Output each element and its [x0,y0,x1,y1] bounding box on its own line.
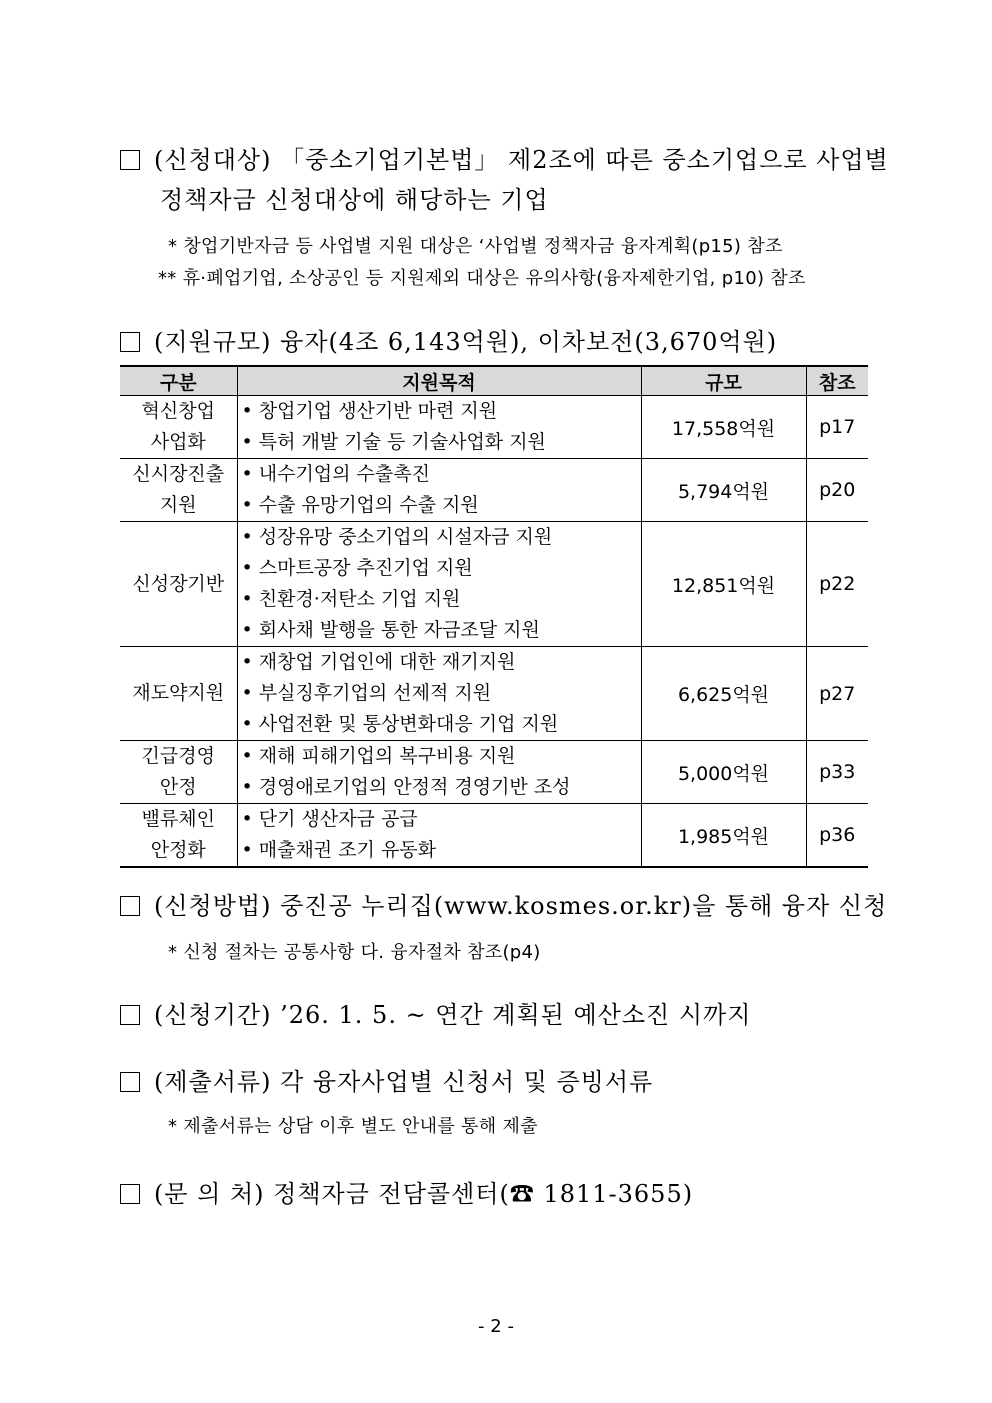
table-header-row [120,366,868,396]
page-number: - 2 - [478,1316,514,1337]
table-row [120,396,868,459]
table-row [120,804,868,868]
row-ref: p22 [806,522,868,647]
eligibility-note2: ** 휴·폐업기업, 소상공인 등 지원제외 대상은 유의사항(융자제한기업, p10) 참조 [158,268,806,289]
table-row [120,522,868,647]
purpose-item: • 스마트공장 추진기업 지원 [242,553,641,584]
row-purposes [237,396,641,459]
row-ref: p20 [806,459,868,522]
row-amount: 5,000억원 [641,741,806,804]
eligibility-note1: * 창업기반자금 등 사업별 지원 대상은 ‘사업별 정책자금 융자계획(p15) 참조 [168,236,783,257]
header-ref: 참조 [806,366,868,396]
purpose-item: • 특허 개발 기술 등 기술사업화 지원 [242,427,641,458]
row-category [120,396,237,459]
documents-text: (제출서류) 각 융자사업별 신청서 및 증빙서류 [154,1068,654,1096]
row-amount: 12,851억원 [641,522,806,647]
table-row [120,741,868,804]
category-text: 긴급경영 [141,745,215,767]
purpose-item: • 내수기업의 수출촉진 [242,459,641,490]
checkbox-icon [120,896,140,916]
row-purposes [237,522,641,647]
category-text: 지원 [159,494,197,516]
eligibility-line1: (신청대상) 「중소기업기본법」 제2조에 따른 중소기업으로 사업별 [154,146,889,174]
support-table [120,365,868,868]
eligibility-item [120,140,889,175]
contact-number: 1811-3655) [534,1180,694,1208]
row-ref: p17 [806,396,868,459]
row-amount: 17,558억원 [641,396,806,459]
category-text: 안정 [159,776,197,798]
category-text: 안정화 [150,839,206,861]
purpose-item: • 경영애로기업의 안정적 경영기반 조성 [242,772,641,803]
purpose-item: • 단기 생산자금 공급 [242,804,641,835]
method-item [120,886,887,921]
category-text: 사업화 [150,431,206,453]
checkbox-icon [120,1005,140,1025]
checkbox-icon [120,332,140,352]
checkbox-icon [120,1184,140,1204]
category-text: 신시장진출 [132,463,225,485]
row-purposes [237,741,641,804]
header-amount: 규모 [641,366,806,396]
row-purposes [237,804,641,868]
method-text: (신청방법) 중진공 누리집(www.kosmes.or.kr)을 통해 융자 신청 [154,892,888,920]
row-ref: p36 [806,804,868,868]
row-ref: p27 [806,647,868,741]
row-purposes [237,647,641,741]
row-purposes [237,459,641,522]
purpose-item: • 성장유망 중소기업의 시설자금 지원 [242,522,641,553]
table-row [120,459,868,522]
purpose-item: • 수출 유망기업의 수출 지원 [242,490,641,521]
documents-note: * 제출서류는 상담 이후 별도 안내를 통해 제출 [168,1116,538,1137]
category-text: 신성장기반 [132,572,225,595]
row-category [120,647,237,741]
method-note: * 신청 절차는 공통사항 다. 융자절차 참조(p4) [168,942,541,963]
eligibility-line2: 정책자금 신청대상에 해당하는 기업 [160,186,549,214]
documents-item [120,1062,653,1097]
period-item [120,995,751,1030]
purpose-item: • 부실징후기업의 선제적 지원 [242,678,641,709]
period-text: (신청기간) ’26. 1. 5. ~ 연간 계획된 예산소진 시까지 [154,1001,752,1029]
row-amount: 5,794억원 [641,459,806,522]
row-category [120,804,237,868]
header-category: 구분 [120,366,237,396]
row-category [120,522,237,647]
purpose-item: • 친환경·저탄소 기업 지원 [242,584,641,615]
table-row [120,647,868,741]
scale-text: (지원규모) 융자(4조 6,143억원), 이차보전(3,670억원) [154,328,778,356]
category-text: 밸류체인 [141,808,215,830]
row-amount: 1,985억원 [641,804,806,868]
purpose-item: • 재창업 기업인에 대한 재기지원 [242,647,641,678]
phone-icon: ☎ [509,1180,535,1208]
row-category [120,741,237,804]
purpose-item: • 회사채 발행을 통한 자금조달 지원 [242,615,641,646]
purpose-item: • 창업기업 생산기반 마련 지원 [242,396,641,427]
contact-item [120,1174,693,1209]
row-ref: p33 [806,741,868,804]
contact-label: (문 의 처) 정책자금 전담콜센터( [154,1180,510,1208]
checkbox-icon [120,1072,140,1092]
row-category [120,459,237,522]
checkbox-icon [120,150,140,170]
purpose-item: • 매출채권 조기 유동화 [242,835,641,866]
header-purpose: 지원목적 [237,366,641,396]
category-text: 재도약지원 [132,682,225,704]
purpose-item: • 재해 피해기업의 복구비용 지원 [242,741,641,772]
purpose-item: • 사업전환 및 통상변화대응 기업 지원 [242,709,641,740]
row-amount: 6,625억원 [641,647,806,741]
scale-item [120,322,777,357]
category-text: 혁신창업 [141,400,215,422]
